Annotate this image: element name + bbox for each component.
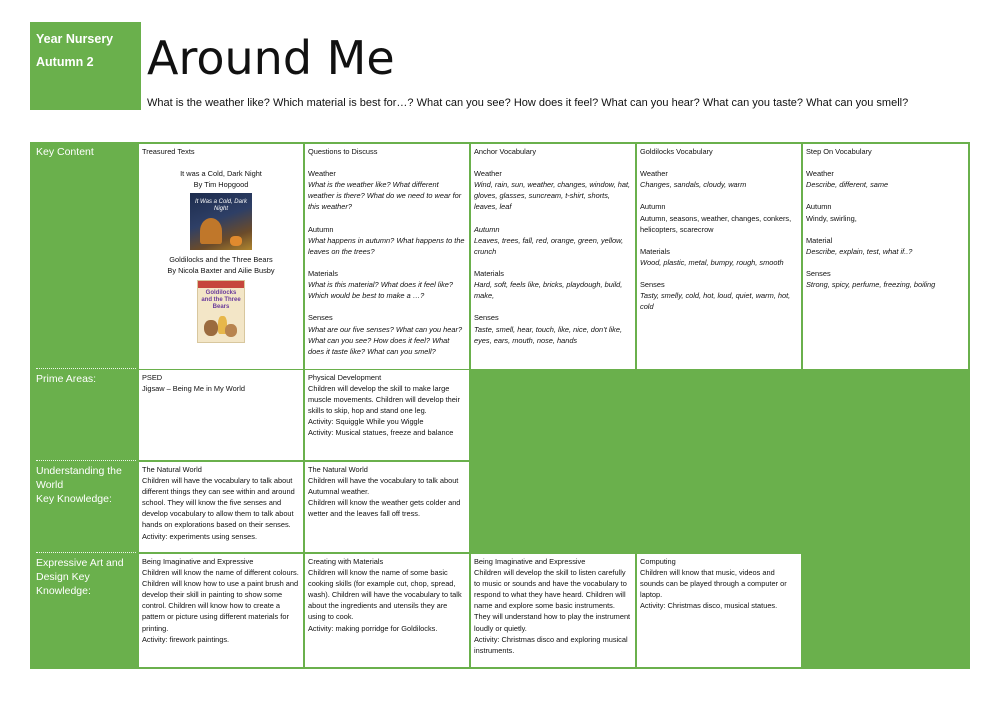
year-label: Year Nursery [36,32,114,46]
goldilocks-weather-heading: Weather [640,169,668,179]
goldilocks-materials-heading: Materials [640,246,670,256]
anchor-weather-heading: Weather [474,169,502,179]
stepon-senses: Strong, spicy, perfume, freezing, boiling [806,280,936,290]
row-label-prime-areas: Prime Areas: [36,373,97,385]
ead-c2-text: Children will know the name of some basic cooking skills (for example cut, chop, spread, wash). Children will have the vocabulary to talk about the ingredients and utensils they are using to cook. [308,568,462,622]
anchor-materials-heading: Materials [474,269,504,279]
stepon-weather-heading: Weather [806,169,834,179]
pd-activity-2: Activity: Musical statues, freeze and balance [308,428,454,438]
book1-author: By Tim Hopgood [193,180,249,190]
ead-c4-text: Children will know that music, videos and sounds can be played through a computer or laptop. [640,568,787,600]
physical-development-cell [305,370,469,460]
goldilocks-senses: Tasty, smelly, cold, hot, loud, quiet, warm, hot, cold [640,291,791,312]
stepon-autumn: Windy, swirling, [806,213,857,223]
goldilocks-autumn: Autumn, seasons, weather, changes, conkers, helicopters, scarecrow [640,213,792,234]
questions-senses-heading: Senses [308,313,333,323]
utw-c1-text: Children will have the vocabulary to talk about different things they can see within and around school. They will know the five senses and develop vocabulary to allow them to talk about hands on explorations based on their senses. [142,476,295,530]
stepon-weather: Describe, different, same [806,180,889,190]
questions-autumn: What happens in autumn? What happens to the leaves on the trees? [308,235,465,256]
anchor-vocabulary-cell [471,144,635,369]
treasured-texts-cell [139,144,303,369]
questions-heading: Questions to Discuss [308,147,378,156]
goldilocks-autumn-heading: Autumn [640,202,666,212]
row-label-key-content: Key Content [36,146,94,158]
row-divider [36,552,136,553]
book2-cover-image [197,280,245,343]
anchor-heading: Anchor Vocabulary [474,147,537,156]
row-divider [36,368,136,369]
goldilocks-senses-heading: Senses [640,280,665,290]
utw-c1-activity: Activity: experiments using senses. [142,531,258,541]
stepon-heading: Step On Vocabulary [806,147,872,156]
questions-autumn-heading: Autumn [308,224,334,234]
goldilocks-vocabulary-cell [637,144,801,369]
treasured-texts-heading: Treasured Texts [142,147,195,156]
row-label-line: Knowledge: [36,585,91,597]
ead-c1-activity: Activity: firework paintings. [142,634,230,644]
stepon-material: Describe, explain, test, what if..? [806,246,913,256]
ead-c1-text: Children will know the name of different colours. Children will know how to use a paint brush and develop their skill in painting to show some control. Children will know how to create a pattern or picture using different materials for printing. [142,568,299,633]
goldilocks-weather: Changes, sandals, cloudy, warm [640,180,747,190]
anchor-senses: Taste, smell, hear, touch, like, nice, don’t like, eyes, ears, mouth, nose, hands [474,324,623,345]
questions-cell [305,144,469,369]
utw-c1-heading: The Natural World [142,465,202,474]
page-subtitle: What is the weather like? Which material is best for…? What can you see? How does it feel? What can you hear? What can you taste? What can you smell? [147,97,909,109]
term-label: Autumn 2 [36,55,94,69]
goldilocks-materials: Wood, plastic, metal, bumpy, rough, smooth [640,257,784,267]
tree-icon [200,218,222,244]
stepon-vocabulary-cell [803,144,968,369]
ead-c1-heading: Being Imaginative and Expressive [142,557,254,566]
anchor-autumn: Leaves, trees, fall, red, orange, green, yellow, crunch [474,235,624,256]
ead-cell-1 [139,554,303,667]
row-label-line: Understanding the [36,465,122,477]
questions-materials: What is this material? What does it feel like? Which would be best to make a …? [308,280,453,301]
questions-senses: What are our five senses? What can you hear? What can you see? How does it feel? What does it taste like? What can you smell? [308,324,463,356]
questions-weather: What is the weather like? What different weather is there? What do we need to wear for this weather? [308,180,462,212]
ead-cell-4 [637,554,801,667]
ead-cell-3 [471,554,635,667]
utw-natural-world-cell-2 [305,462,469,552]
psed-heading: PSED [142,373,163,382]
book1-cover-text: It Was a Cold, Dark Night [195,199,247,213]
ead-c2-heading: Creating with Materials [308,557,384,566]
pd-activity-1: Activity: Squiggle While you Wiggle [308,417,424,427]
row-label-line: Key Knowledge: [36,493,112,505]
row-divider [36,460,136,461]
ead-c4-heading: Computing [640,557,676,566]
questions-weather-heading: Weather [308,169,336,179]
utw-c2-text-b: Children will know the weather gets colder and wetter and the leaves fall off tress. [308,498,461,519]
anchor-senses-heading: Senses [474,313,499,323]
ead-c3-activity: Activity: Christmas disco and exploring musical instruments. [474,634,628,655]
stepon-autumn-heading: Autumn [806,202,832,212]
ead-c2-activity: Activity: making porridge for Goldilocks. [308,623,438,633]
ead-c3-text: Children will develop the skill to listen carefully to music or sounds and have the vocabulary to respond to what they have heard. Children will name and explore some basic instruments. They will understand how to play the instrument loudly or quietly. [474,568,631,633]
book2-author: By Nicola Baxter and Ailie Busby [167,266,275,276]
book2-cover-text: Goldilocks and the Three Bears [201,289,241,310]
row-label-line: World [36,479,64,491]
ead-c3-heading: Being Imaginative and Expressive [474,557,586,566]
book1-title: It was a Cold, Dark Night [180,169,262,179]
stepon-senses-heading: Senses [806,269,831,279]
bear-icon [204,320,218,336]
ead-c4-activity: Activity: Christmas disco, musical statues. [640,601,778,611]
anchor-materials: Hard, soft, feels like, bricks, playdough, build, make, [474,280,623,301]
anchor-weather: Wind, rain, sun, weather, changes, window, hat, gloves, glasses, suncream, t-shirt, shorts, leaves, leaf [474,180,631,212]
fox-icon [230,236,242,246]
row-label-understanding-world [36,464,122,506]
cover-band [198,281,244,288]
utw-c2-text: Children will have the vocabulary to talk about Autumnal weather. [308,476,459,497]
psed-text: Jigsaw – Being Me in My World [142,384,245,394]
goldilocks-heading: Goldilocks Vocabulary [640,147,713,156]
row-label-line: Design Key [36,571,90,583]
bear-icon [225,324,237,337]
utw-c2-heading: The Natural World [308,465,368,474]
psed-cell [139,370,303,460]
utw-natural-world-cell-1 [139,462,303,552]
pd-text: Children will develop the skill to make large muscle movements. Children will develop their skills to skip, hop and stand one leg. [308,384,460,416]
anchor-autumn-heading: Autumn [474,224,500,234]
row-label-line: Expressive Art and [36,557,124,569]
row-label-expressive-art [36,556,124,598]
page-title: Around Me [147,31,395,85]
questions-materials-heading: Materials [308,269,338,279]
pd-heading: Physical Development [308,373,382,382]
year-term-tag [30,22,141,110]
book2-title: Goldilocks and the Three Bears [169,255,273,265]
book1-cover-image [190,193,252,250]
ead-cell-2 [305,554,469,667]
stepon-material-heading: Material [806,235,833,245]
